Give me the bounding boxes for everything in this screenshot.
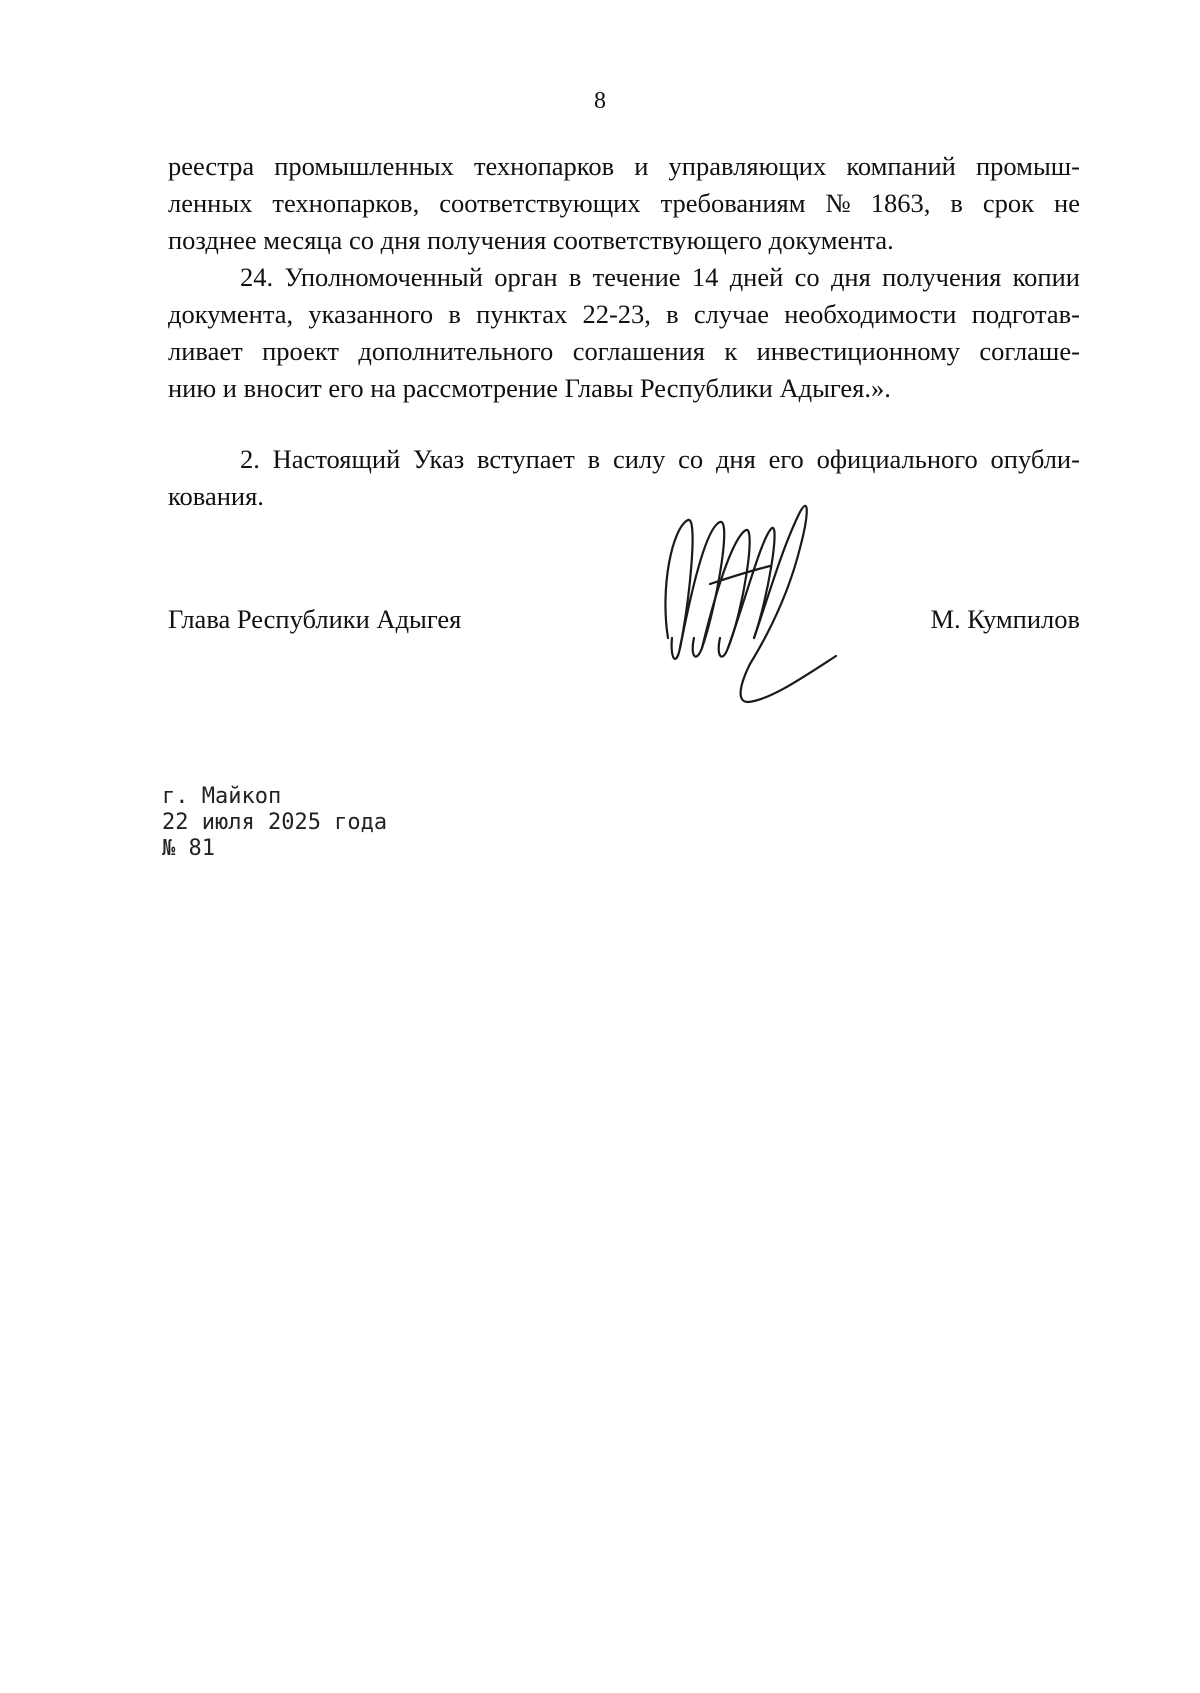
text-line: кования. xyxy=(168,481,264,511)
signatory-position: Глава Республики Адыгея xyxy=(168,604,462,634)
page-number: 8 xyxy=(594,88,606,114)
text-line: реестра промышленных технопарков и управляющих компаний промыш- xyxy=(168,151,1080,181)
footer-number: № 81 xyxy=(162,836,215,861)
handwritten-signature xyxy=(650,488,850,728)
text-line: нию и вносит его на рассмотрение Главы Республики Адыгея.». xyxy=(168,373,891,403)
footer-date: 22 июля 2025 года xyxy=(162,810,388,835)
footer-city: г. Майкоп xyxy=(162,784,282,809)
document-body xyxy=(168,148,1080,515)
document-footer xyxy=(162,784,387,862)
signatory-name: М. Кумпилов xyxy=(930,604,1080,634)
text-line: 24. Уполномоченный орган в течение 14 дней со дня получения копии xyxy=(240,262,1080,292)
text-line: 2. Настоящий Указ вступает в силу со дня его официального опубли- xyxy=(240,444,1080,474)
text-line: ливает проект дополнительного соглашения к инвестиционному соглаше- xyxy=(168,336,1080,366)
text-line: ленных технопарков, соответствующих требованиям № 1863, в срок не xyxy=(168,188,1080,218)
text-line: документа, указанного в пунктах 22-23, в случае необходимости подготав- xyxy=(168,299,1080,329)
text-line: позднее месяца со дня получения соответствующего документа. xyxy=(168,225,894,255)
